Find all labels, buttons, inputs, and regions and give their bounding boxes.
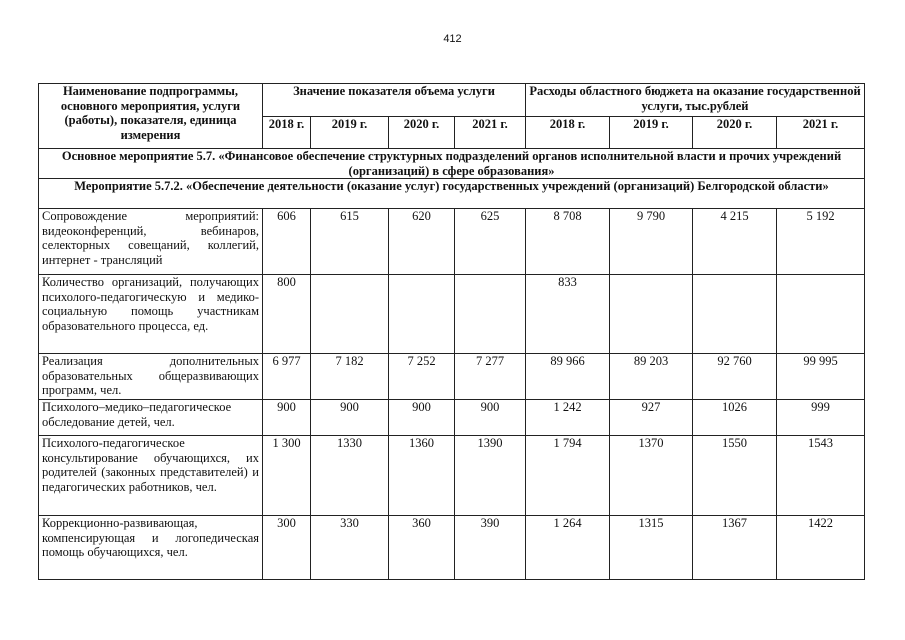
- header-row-groups: [39, 84, 865, 117]
- expense-value: 1550: [693, 436, 777, 516]
- section-row: [39, 179, 865, 209]
- page-number: 412: [443, 33, 462, 45]
- table-row: [39, 436, 865, 516]
- volume-value: 900: [311, 400, 389, 436]
- expense-value: 1 264: [526, 516, 610, 580]
- table-row: [39, 275, 865, 354]
- expense-value: [777, 275, 865, 354]
- volume-value: 625: [455, 209, 526, 275]
- expense-value: 1367: [693, 516, 777, 580]
- volume-value: 615: [311, 209, 389, 275]
- expense-value: 927: [610, 400, 693, 436]
- expense-value: 5 192: [777, 209, 865, 275]
- volume-group-header: Значение показателя объема услуги: [263, 84, 526, 117]
- volume-value: 606: [263, 209, 311, 275]
- volume-value: 300: [263, 516, 311, 580]
- expense-value: 89 203: [610, 354, 693, 400]
- volume-value: 330: [311, 516, 389, 580]
- expense-value: 1422: [777, 516, 865, 580]
- volume-value: 390: [455, 516, 526, 580]
- section-row: [39, 149, 865, 179]
- expense-value: 1 242: [526, 400, 610, 436]
- volume-value: 900: [263, 400, 311, 436]
- expense-value: 92 760: [693, 354, 777, 400]
- volume-value: 6 977: [263, 354, 311, 400]
- expense-value: 833: [526, 275, 610, 354]
- expense-value: 4 215: [693, 209, 777, 275]
- name-column-header: Наименование подпрограммы, основного мероприятия, услуги (работы), показателя, единица измерения: [39, 84, 263, 149]
- volume-value: 1360: [389, 436, 455, 516]
- volume-value: [455, 275, 526, 354]
- expense-year-header: 2018 г.: [526, 117, 610, 149]
- expense-group-header: Расходы областного бюджета на оказание государственной услуги, тыс.рублей: [526, 84, 865, 117]
- volume-value: [311, 275, 389, 354]
- volume-year-header: 2020 г.: [389, 117, 455, 149]
- volume-value: 900: [389, 400, 455, 436]
- table-row: [39, 516, 865, 580]
- indicator-name: Психолого-педагогическое консультирование обучающихся, их родителей (законных представителей) и педагогических работников, чел.: [39, 436, 263, 516]
- volume-value: 7 252: [389, 354, 455, 400]
- expense-year-header: 2021 г.: [777, 117, 865, 149]
- volume-value: 900: [455, 400, 526, 436]
- expense-value: [610, 275, 693, 354]
- expense-value: 8 708: [526, 209, 610, 275]
- main-event-title: Основное мероприятие 5.7. «Финансовое обеспечение структурных подразделений органов исполнительной власти и прочих учреждений (организаций) в сфере образования»: [39, 149, 865, 179]
- volume-value: 360: [389, 516, 455, 580]
- indicator-name: Сопровождение мероприятий: видеоконференций, вебинаров, селекторных совещаний, коллегий, интернет - трансляций: [39, 209, 263, 275]
- table-row: [39, 354, 865, 400]
- volume-year-header: 2018 г.: [263, 117, 311, 149]
- volume-value: [389, 275, 455, 354]
- budget-table: [38, 83, 865, 580]
- expense-value: [693, 275, 777, 354]
- indicator-name: Психолого–медико–педагогическое обследование детей, чел.: [39, 400, 263, 436]
- expense-year-header: 2019 г.: [610, 117, 693, 149]
- volume-value: 7 182: [311, 354, 389, 400]
- expense-value: 999: [777, 400, 865, 436]
- expense-value: 99 995: [777, 354, 865, 400]
- expense-value: 1026: [693, 400, 777, 436]
- expense-value: 1370: [610, 436, 693, 516]
- expense-value: 1 794: [526, 436, 610, 516]
- expense-value: 1315: [610, 516, 693, 580]
- volume-value: 620: [389, 209, 455, 275]
- volume-value: 1 300: [263, 436, 311, 516]
- expense-value: 1543: [777, 436, 865, 516]
- volume-value: 1390: [455, 436, 526, 516]
- sub-event-title: Мероприятие 5.7.2. «Обеспечение деятельности (оказание услуг) государственных учреждений (организаций) Белгородской области»: [39, 179, 865, 209]
- volume-year-header: 2019 г.: [311, 117, 389, 149]
- expense-value: 9 790: [610, 209, 693, 275]
- indicator-name: Реализация дополнительных образовательных общеразвивающих программ, чел.: [39, 354, 263, 400]
- volume-value: 1330: [311, 436, 389, 516]
- volume-value: 7 277: [455, 354, 526, 400]
- volume-year-header: 2021 г.: [455, 117, 526, 149]
- indicator-name: Количество организаций, получающих психолого-педагогическую и медико-социальную помощь участникам образовательного процесса, ед.: [39, 275, 263, 354]
- indicator-name: Коррекционно-развивающая, компенсирующая и логопедическая помощь обучающихся, чел.: [39, 516, 263, 580]
- expense-value: 89 966: [526, 354, 610, 400]
- table-row: [39, 209, 865, 275]
- volume-value: 800: [263, 275, 311, 354]
- expense-year-header: 2020 г.: [693, 117, 777, 149]
- table-row: [39, 400, 865, 436]
